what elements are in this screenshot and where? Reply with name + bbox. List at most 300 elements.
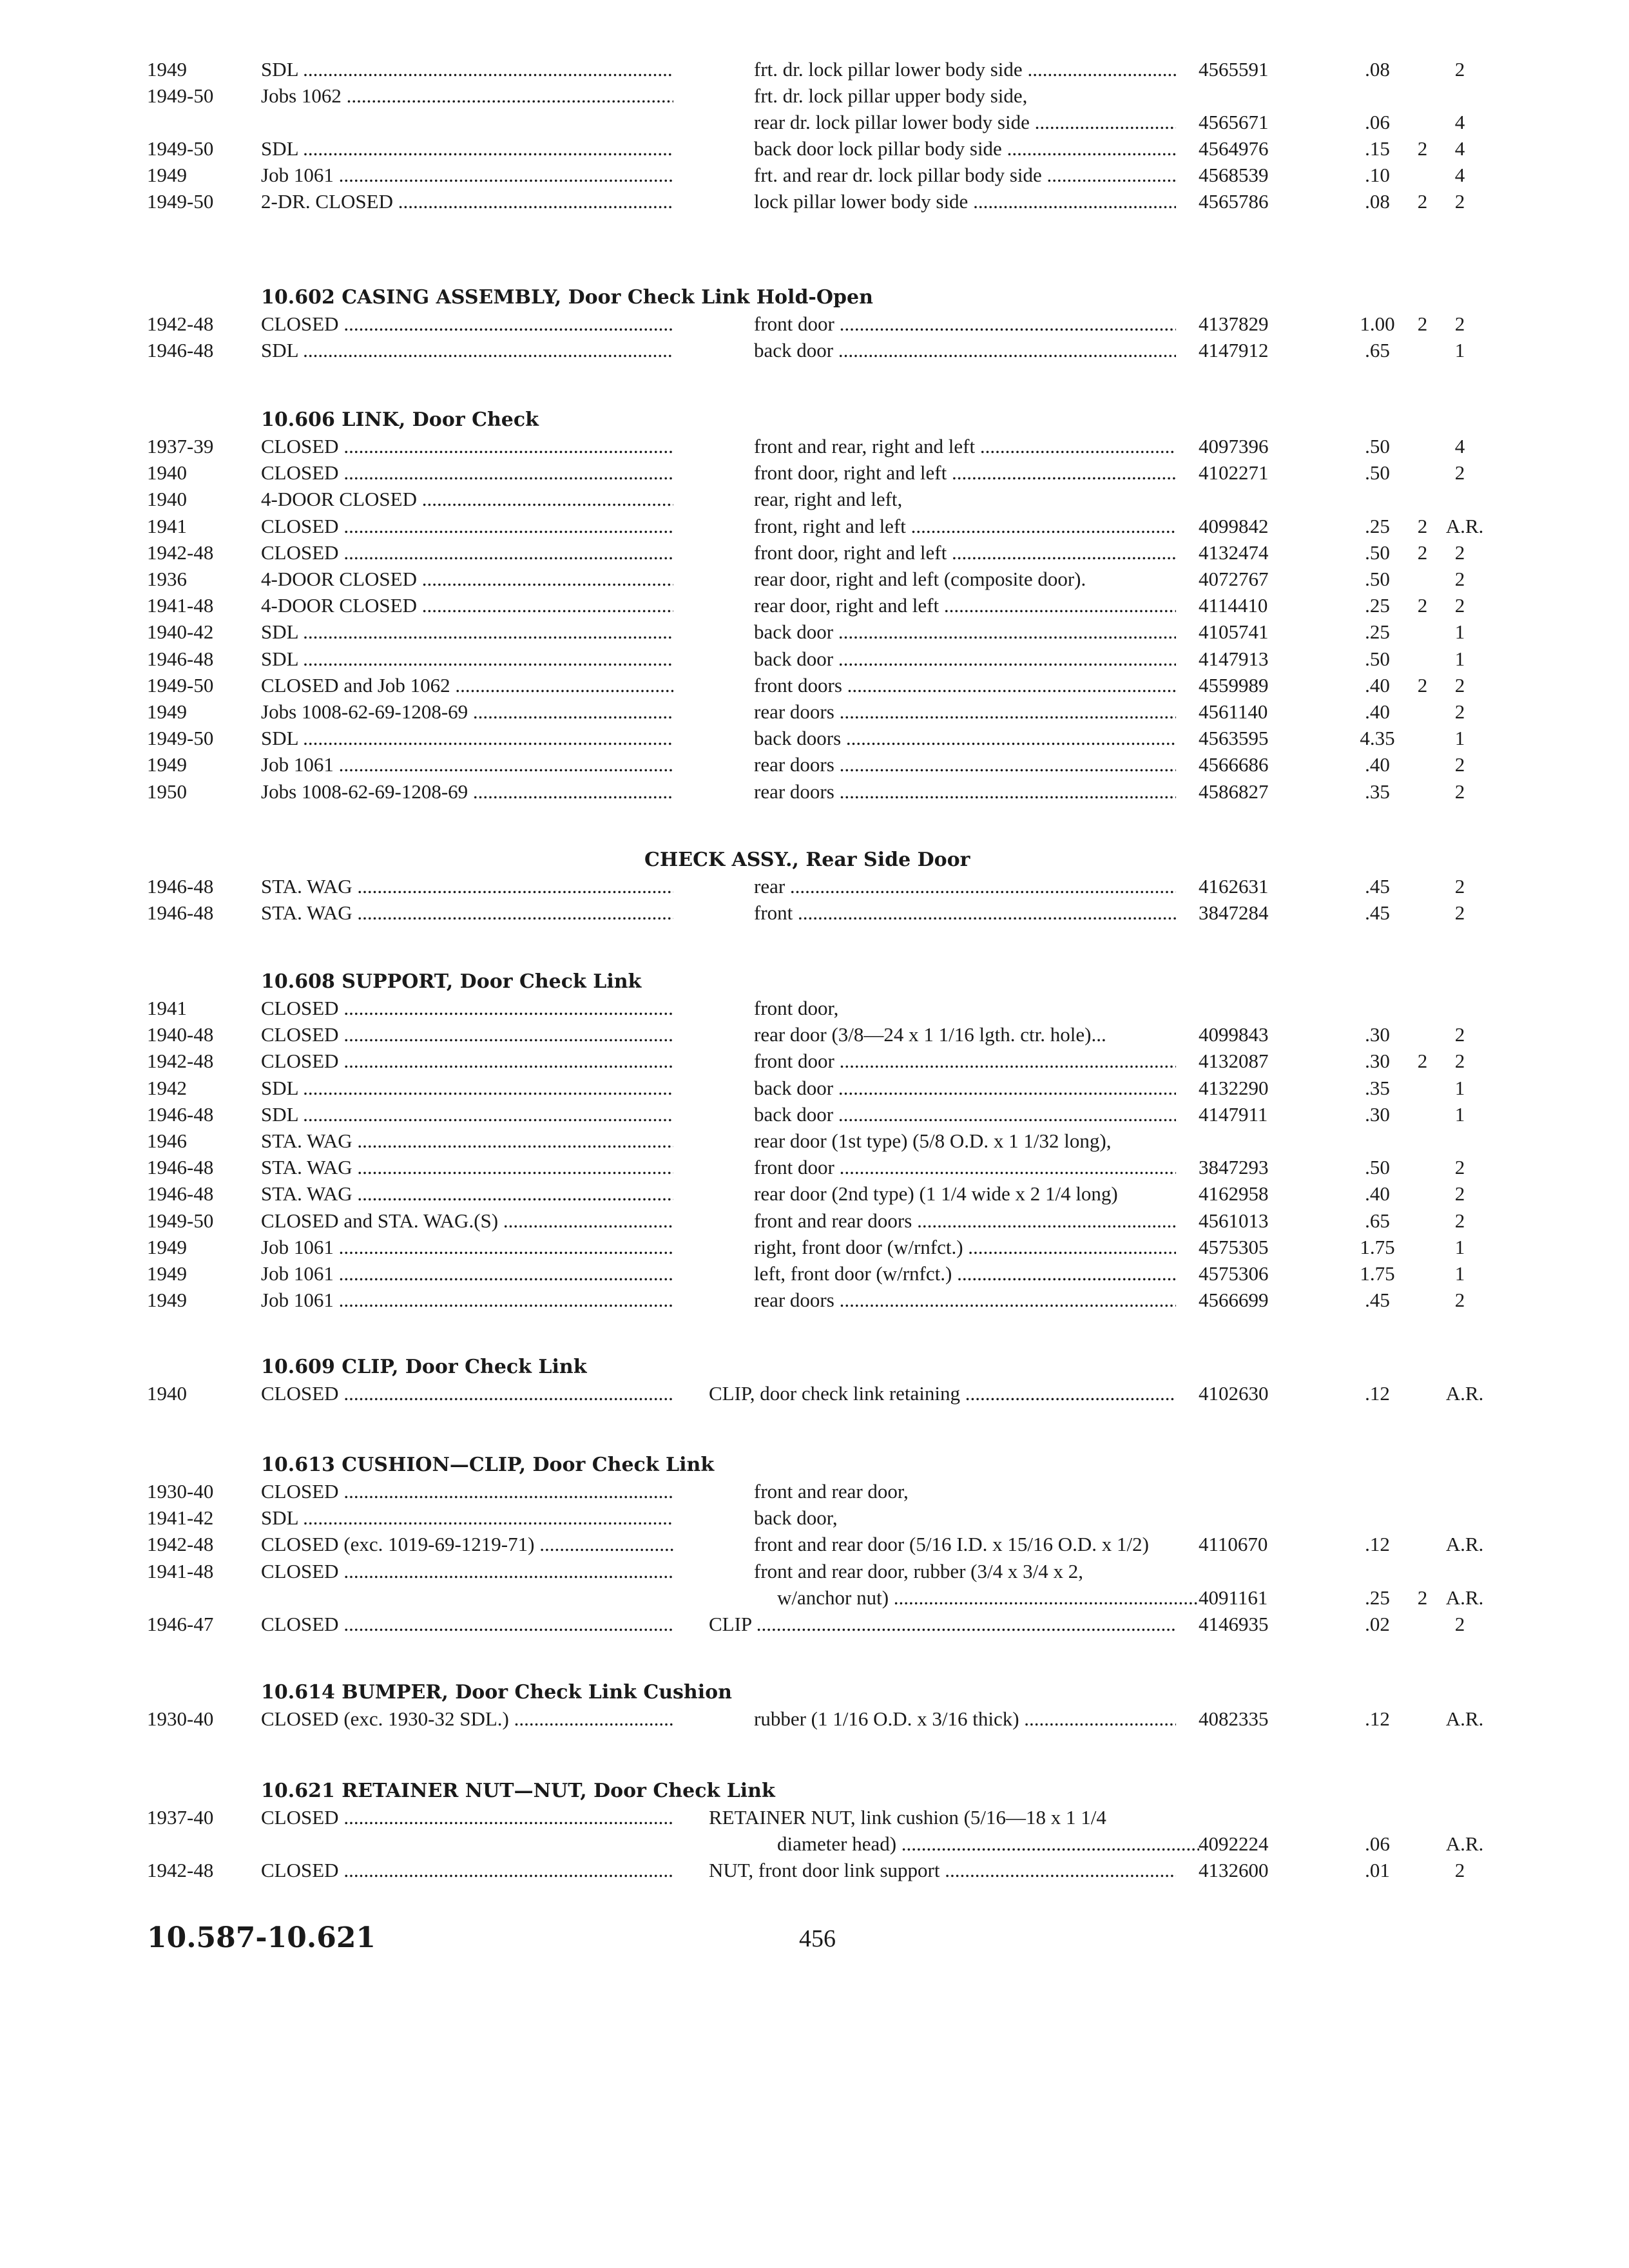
section-subtitle: Door Check Link	[526, 1454, 715, 1476]
year-range: 1940	[147, 488, 187, 510]
year-range: 1937-40	[147, 1806, 214, 1829]
body-type: STA. WAG .....	[261, 1181, 673, 1207]
quantity: 1	[1454, 1103, 1465, 1126]
part-number: 4097396	[1199, 435, 1269, 457]
parts-row	[0, 83, 1629, 109]
body-type: Jobs 1008-62-69-1208-69 .....	[261, 699, 673, 725]
parts-row	[0, 1805, 1629, 1831]
price: .30	[1365, 1050, 1390, 1072]
part-number: 4082335	[1199, 1707, 1269, 1730]
price: .50	[1365, 435, 1390, 457]
part-number: 4564976	[1199, 137, 1269, 160]
part-number: 4147913	[1199, 648, 1269, 670]
part-description: rear, right and left,	[754, 488, 903, 510]
year-range: 1949	[147, 58, 187, 81]
body-type: CLOSED .....	[261, 1048, 673, 1074]
body-type: CLOSED .....	[261, 311, 673, 337]
body-type: Job 1061 .....	[261, 1287, 673, 1313]
parts-row	[0, 593, 1629, 619]
part-number: 3847293	[1199, 1156, 1269, 1178]
price: .10	[1365, 164, 1390, 186]
price: .25	[1365, 594, 1390, 617]
quantity-per-car: 2	[1417, 1586, 1428, 1609]
quantity: 2	[1454, 674, 1465, 697]
part-number: 4132290	[1199, 1077, 1269, 1099]
body-type: CLOSED .....	[261, 434, 673, 459]
part-number: 4132474	[1199, 541, 1269, 564]
quantity: 2	[1454, 753, 1465, 776]
year-range: 1949	[147, 1262, 187, 1285]
price: .50	[1365, 1156, 1390, 1178]
quantity: 2	[1454, 1209, 1465, 1232]
parts-row	[0, 646, 1629, 672]
quantity-per-car: 2	[1417, 190, 1428, 213]
body-type: 4-DOOR CLOSED .....	[261, 593, 673, 619]
quantity-per-car: 2	[1417, 137, 1428, 160]
parts-row	[0, 1831, 1629, 1857]
body-type: CLOSED .....	[261, 1381, 673, 1407]
parts-row	[0, 540, 1629, 566]
section-subtitle: Door Check Link	[586, 1780, 775, 1802]
parts-row	[0, 1181, 1629, 1207]
body-type: CLOSED .....	[261, 1022, 673, 1048]
part-number: 3847284	[1199, 901, 1269, 924]
part-number: 4099843	[1199, 1023, 1269, 1046]
body-type: CLOSED .....	[261, 1559, 673, 1584]
year-range: 1941-48	[147, 594, 214, 617]
year-range: 1949-50	[147, 137, 214, 160]
body-type: SDL .....	[261, 726, 673, 751]
body-type: Jobs 1062 .....	[261, 83, 673, 109]
quantity: 2	[1454, 594, 1465, 617]
body-type: CLOSED .....	[261, 514, 673, 539]
year-range: 1946-47	[147, 1613, 214, 1635]
price: .45	[1365, 901, 1390, 924]
year-range: 1941	[147, 515, 187, 537]
parts-row	[0, 566, 1629, 592]
section-title: CHECK ASSY.,	[644, 849, 799, 871]
section-heading	[261, 1451, 714, 1478]
body-type: STA. WAG .....	[261, 874, 673, 899]
part-description: back door .....	[754, 1075, 1176, 1101]
part-description: lock pillar lower body side .....	[754, 189, 1176, 215]
body-type: CLOSED and STA. WAG.(S) .....	[261, 1208, 673, 1234]
part-number: 4102630	[1199, 1382, 1269, 1405]
price: .50	[1365, 568, 1390, 590]
part-number: 4566699	[1199, 1289, 1269, 1311]
part-description: front, right and left .....	[754, 514, 1176, 539]
section-number: 10.609	[261, 1356, 342, 1378]
body-type: SDL .....	[261, 1505, 673, 1531]
price: .35	[1365, 780, 1390, 803]
quantity: 2	[1454, 875, 1465, 898]
quantity: A.R.	[1445, 515, 1484, 537]
part-description: back door .....	[754, 1102, 1176, 1128]
price: .08	[1365, 58, 1390, 81]
body-type: Jobs 1008-62-69-1208-69 .....	[261, 779, 673, 805]
quantity: 2	[1454, 700, 1465, 723]
section-title: LINK,	[342, 408, 406, 431]
parts-row	[0, 1155, 1629, 1180]
quantity: 1	[1454, 727, 1465, 749]
section-title: BUMPER,	[342, 1681, 448, 1704]
body-type: STA. WAG .....	[261, 900, 673, 926]
part-number: 4147911	[1199, 1103, 1268, 1126]
part-number: 4563595	[1199, 727, 1269, 749]
quantity: 1	[1454, 339, 1465, 361]
part-number: 4575306	[1199, 1262, 1269, 1285]
part-description: front door, right and left .....	[754, 540, 1176, 566]
price: .65	[1365, 1209, 1390, 1232]
year-range: 1946-48	[147, 1103, 214, 1126]
price: .30	[1365, 1023, 1390, 1046]
parts-row	[0, 1048, 1629, 1074]
part-number: 4566686	[1199, 753, 1269, 776]
year-range: 1946-48	[147, 648, 214, 670]
page-range-label: 10.587-10.621	[147, 1921, 376, 1954]
part-description: front door .....	[754, 311, 1176, 337]
year-range: 1941-48	[147, 1560, 214, 1582]
parts-row	[0, 486, 1629, 512]
part-description: rear door, right and left .....	[754, 593, 1176, 619]
section-subtitle: Door Check Link	[453, 970, 642, 993]
section-heading	[261, 284, 873, 311]
year-range: 1946-48	[147, 339, 214, 361]
body-type: CLOSED .....	[261, 995, 673, 1021]
part-description: front door,	[754, 997, 839, 1019]
section-number: 10.602	[261, 286, 342, 309]
part-description: front and rear, right and left .....	[754, 434, 1176, 459]
part-description: right, front door (w/rnfct.) .....	[754, 1235, 1176, 1260]
parts-row	[0, 136, 1629, 162]
part-number: 4561013	[1199, 1209, 1269, 1232]
price: .25	[1365, 515, 1390, 537]
year-range: 1940-48	[147, 1023, 214, 1046]
part-number: 4132087	[1199, 1050, 1269, 1072]
year-range: 1941-42	[147, 1506, 214, 1529]
price: .25	[1365, 620, 1390, 643]
body-type: CLOSED and Job 1062 .....	[261, 673, 673, 698]
quantity: 2	[1454, 461, 1465, 484]
part-number: 4162631	[1199, 875, 1269, 898]
section-number: 10.613	[261, 1454, 342, 1476]
body-type: SDL .....	[261, 57, 673, 82]
part-description: rear door, right and left (composite door).	[754, 568, 1086, 590]
year-range: 1950	[147, 780, 187, 803]
part-description: rubber (1 1/16 O.D. x 3/16 thick) .....	[754, 1706, 1176, 1732]
section-title: CASING ASSEMBLY,	[342, 286, 562, 309]
price: .40	[1365, 1182, 1390, 1205]
year-range: 1942	[147, 1077, 187, 1099]
section-number: 10.614	[261, 1681, 342, 1704]
part-description: front door .....	[754, 1155, 1176, 1180]
price: .50	[1365, 541, 1390, 564]
price: .65	[1365, 339, 1390, 361]
part-description: rear doors .....	[754, 752, 1176, 778]
parts-row	[0, 311, 1629, 337]
quantity-per-car: 2	[1417, 541, 1428, 564]
parts-row	[0, 434, 1629, 459]
parts-row	[0, 874, 1629, 899]
quantity: 2	[1454, 1182, 1465, 1205]
quantity: 4	[1454, 164, 1465, 186]
price: .02	[1365, 1613, 1390, 1635]
price: .50	[1365, 648, 1390, 670]
parts-row	[0, 673, 1629, 698]
price: .06	[1365, 111, 1390, 133]
parts-row	[0, 1505, 1629, 1531]
parts-row	[0, 1532, 1629, 1557]
parts-row	[0, 1381, 1629, 1407]
parts-row	[0, 1858, 1629, 1883]
part-description: front doors .....	[754, 673, 1176, 698]
year-range: 1946	[147, 1129, 187, 1152]
quantity: 2	[1454, 780, 1465, 803]
section-subtitle: Door Check Link Hold-Open	[561, 286, 873, 309]
body-type: CLOSED .....	[261, 1805, 673, 1831]
price: .12	[1365, 1707, 1390, 1730]
parts-row	[0, 995, 1629, 1021]
parts-row	[0, 1208, 1629, 1234]
body-type: STA. WAG .....	[261, 1128, 673, 1154]
year-range: 1946-48	[147, 1182, 214, 1205]
parts-row	[0, 1559, 1629, 1584]
section-subtitle: Door Check Link Cushion	[448, 1681, 732, 1704]
year-range: 1946-48	[147, 875, 214, 898]
price: .50	[1365, 461, 1390, 484]
part-number: 4102271	[1199, 461, 1269, 484]
year-range: 1941	[147, 997, 187, 1019]
quantity: A.R.	[1445, 1382, 1484, 1405]
section-subtitle: Door Check	[405, 408, 539, 431]
body-type: 4-DOOR CLOSED .....	[261, 486, 673, 512]
part-description: rear doors .....	[754, 779, 1176, 805]
year-range: 1946-48	[147, 1156, 214, 1178]
body-type: CLOSED .....	[261, 1479, 673, 1504]
price: 1.75	[1360, 1236, 1395, 1258]
parts-row	[0, 1022, 1629, 1048]
quantity: 1	[1454, 1236, 1465, 1258]
year-range: 1946-48	[147, 901, 214, 924]
part-description: front door .....	[754, 1048, 1176, 1074]
price: .12	[1365, 1533, 1390, 1555]
part-description: front and rear doors .....	[754, 1208, 1176, 1234]
part-number: 4099842	[1199, 515, 1269, 537]
part-description: CLIP, door check link retaining .....	[709, 1381, 1176, 1407]
parts-row	[0, 779, 1629, 805]
section-number: 10.606	[261, 408, 342, 431]
body-type: Job 1061 .....	[261, 1235, 673, 1260]
section-heading	[261, 1353, 587, 1380]
part-number: 4147912	[1199, 339, 1269, 361]
part-number: 4110670	[1199, 1533, 1268, 1555]
parts-row	[0, 110, 1629, 135]
part-description: w/anchor nut) .....	[754, 1585, 1199, 1611]
parts-row	[0, 752, 1629, 778]
body-type: SDL .....	[261, 646, 673, 672]
year-range: 1949-50	[147, 1209, 214, 1232]
year-range: 1949-50	[147, 190, 214, 213]
part-description: back doors .....	[754, 726, 1176, 751]
body-type: SDL .....	[261, 1102, 673, 1128]
body-type: CLOSED .....	[261, 1611, 673, 1637]
quantity: 2	[1454, 1050, 1465, 1072]
quantity-per-car: 2	[1417, 594, 1428, 617]
body-type: CLOSED .....	[261, 540, 673, 566]
part-description: rear door (2nd type) (1 1/4 wide x 2 1/4 long)	[754, 1182, 1118, 1205]
quantity: 1	[1454, 648, 1465, 670]
section-heading	[261, 406, 539, 433]
part-number: 4586827	[1199, 780, 1269, 803]
parts-row	[0, 1706, 1629, 1732]
part-description: left, front door (w/rnfct.) .....	[754, 1261, 1176, 1287]
year-range: 1949	[147, 1289, 187, 1311]
body-type: CLOSED (exc. 1930-32 SDL.) .....	[261, 1706, 673, 1732]
quantity: A.R.	[1445, 1707, 1484, 1730]
quantity: 1	[1454, 1077, 1465, 1099]
part-number: 4561140	[1199, 700, 1268, 723]
part-number: 4132600	[1199, 1859, 1269, 1881]
quantity: 1	[1454, 1262, 1465, 1285]
price: .40	[1365, 753, 1390, 776]
year-range: 1949	[147, 1236, 187, 1258]
part-number: 4146935	[1199, 1613, 1269, 1635]
body-type: SDL .....	[261, 338, 673, 363]
body-type: SDL .....	[261, 619, 673, 645]
price: .01	[1365, 1859, 1390, 1881]
body-type: CLOSED .....	[261, 1858, 673, 1883]
part-description: back door .....	[754, 619, 1176, 645]
quantity: 2	[1454, 1289, 1465, 1311]
section-heading	[644, 846, 970, 873]
section-subtitle: Rear Side Door	[798, 849, 970, 871]
year-range: 1949	[147, 700, 187, 723]
year-range: 1930-40	[147, 1707, 214, 1730]
quantity: 2	[1454, 312, 1465, 335]
part-description: back door .....	[754, 646, 1176, 672]
parts-row	[0, 726, 1629, 751]
part-description: front door, right and left .....	[754, 460, 1176, 486]
section-subtitle: Door Check Link	[398, 1356, 587, 1378]
year-range: 1942-48	[147, 1050, 214, 1072]
body-type: CLOSED .....	[261, 460, 673, 486]
parts-row	[0, 460, 1629, 486]
quantity: 2	[1454, 1023, 1465, 1046]
section-title: CUSHION—CLIP,	[342, 1454, 526, 1476]
price: 1.00	[1360, 312, 1395, 335]
year-range: 1949	[147, 164, 187, 186]
parts-row	[0, 900, 1629, 926]
section-number: 10.621	[261, 1780, 342, 1802]
price: .30	[1365, 1103, 1390, 1126]
quantity: 2	[1454, 1859, 1465, 1881]
part-description: RETAINER NUT, link cushion (5/16—18 x 1 1/4	[709, 1806, 1106, 1829]
quantity: 4	[1454, 137, 1465, 160]
price: .08	[1365, 190, 1390, 213]
part-number: 4565786	[1199, 190, 1269, 213]
body-type: STA. WAG .....	[261, 1155, 673, 1180]
part-description: rear .....	[754, 874, 1176, 899]
parts-row	[0, 338, 1629, 363]
part-number: 4568539	[1199, 164, 1269, 186]
part-description: NUT, front door link support .....	[709, 1858, 1176, 1883]
part-number: 4091161	[1199, 1586, 1268, 1609]
year-range: 1942-48	[147, 1533, 214, 1555]
parts-row	[0, 699, 1629, 725]
parts-row	[0, 1075, 1629, 1101]
year-range: 1942-48	[147, 312, 214, 335]
parts-row	[0, 1611, 1629, 1637]
body-type: Job 1061 .....	[261, 1261, 673, 1287]
part-description: front and rear door,	[754, 1480, 909, 1503]
part-description: frt. dr. lock pillar upper body side,	[754, 84, 1028, 107]
part-number: 4162958	[1199, 1182, 1269, 1205]
part-number: 4072767	[1199, 568, 1269, 590]
price: .40	[1365, 700, 1390, 723]
section-number: 10.608	[261, 970, 342, 993]
quantity: 4	[1454, 435, 1465, 457]
body-type: SDL .....	[261, 1075, 673, 1101]
price: 4.35	[1360, 727, 1395, 749]
part-description: rear doors .....	[754, 699, 1176, 725]
quantity: A.R.	[1445, 1586, 1484, 1609]
price: .25	[1365, 1586, 1390, 1609]
part-number: 4092224	[1199, 1832, 1269, 1855]
part-description: back door lock pillar body side .....	[754, 136, 1176, 162]
price: .12	[1365, 1382, 1390, 1405]
part-description: back door .....	[754, 338, 1176, 363]
parts-row	[0, 162, 1629, 188]
section-heading	[261, 1678, 732, 1706]
parts-row	[0, 1102, 1629, 1128]
part-description: frt. dr. lock pillar lower body side .....	[754, 57, 1176, 82]
quantity: 2	[1454, 901, 1465, 924]
year-range: 1936	[147, 568, 187, 590]
section-heading	[261, 968, 641, 995]
part-number: 4559989	[1199, 674, 1269, 697]
parts-row	[0, 514, 1629, 539]
parts-row	[0, 57, 1629, 82]
part-number: 4105741	[1199, 620, 1269, 643]
price: .45	[1365, 875, 1390, 898]
quantity-per-car: 2	[1417, 515, 1428, 537]
quantity: 2	[1454, 190, 1465, 213]
part-description: front and rear door (5/16 I.D. x 15/16 O.D. x 1/2)	[754, 1533, 1149, 1555]
year-range: 1940	[147, 1382, 187, 1405]
price: .45	[1365, 1289, 1390, 1311]
year-range: 1949-50	[147, 727, 214, 749]
year-range: 1940	[147, 461, 187, 484]
quantity: 2	[1454, 568, 1465, 590]
price: .40	[1365, 674, 1390, 697]
year-range: 1949-50	[147, 84, 214, 107]
part-number: 4575305	[1199, 1236, 1269, 1258]
quantity: A.R.	[1445, 1533, 1484, 1555]
part-description: frt. and rear dr. lock pillar body side .....	[754, 162, 1176, 188]
price: 1.75	[1360, 1262, 1395, 1285]
price: .06	[1365, 1832, 1390, 1855]
quantity-per-car: 2	[1417, 1050, 1428, 1072]
year-range: 1949	[147, 753, 187, 776]
quantity-per-car: 2	[1417, 312, 1428, 335]
year-range: 1949-50	[147, 674, 214, 697]
quantity: 1	[1454, 620, 1465, 643]
quantity: 2	[1454, 1613, 1465, 1635]
year-range: 1937-39	[147, 435, 214, 457]
parts-row	[0, 1287, 1629, 1313]
part-description: diameter head) .....	[754, 1831, 1199, 1857]
body-type: SDL .....	[261, 136, 673, 162]
